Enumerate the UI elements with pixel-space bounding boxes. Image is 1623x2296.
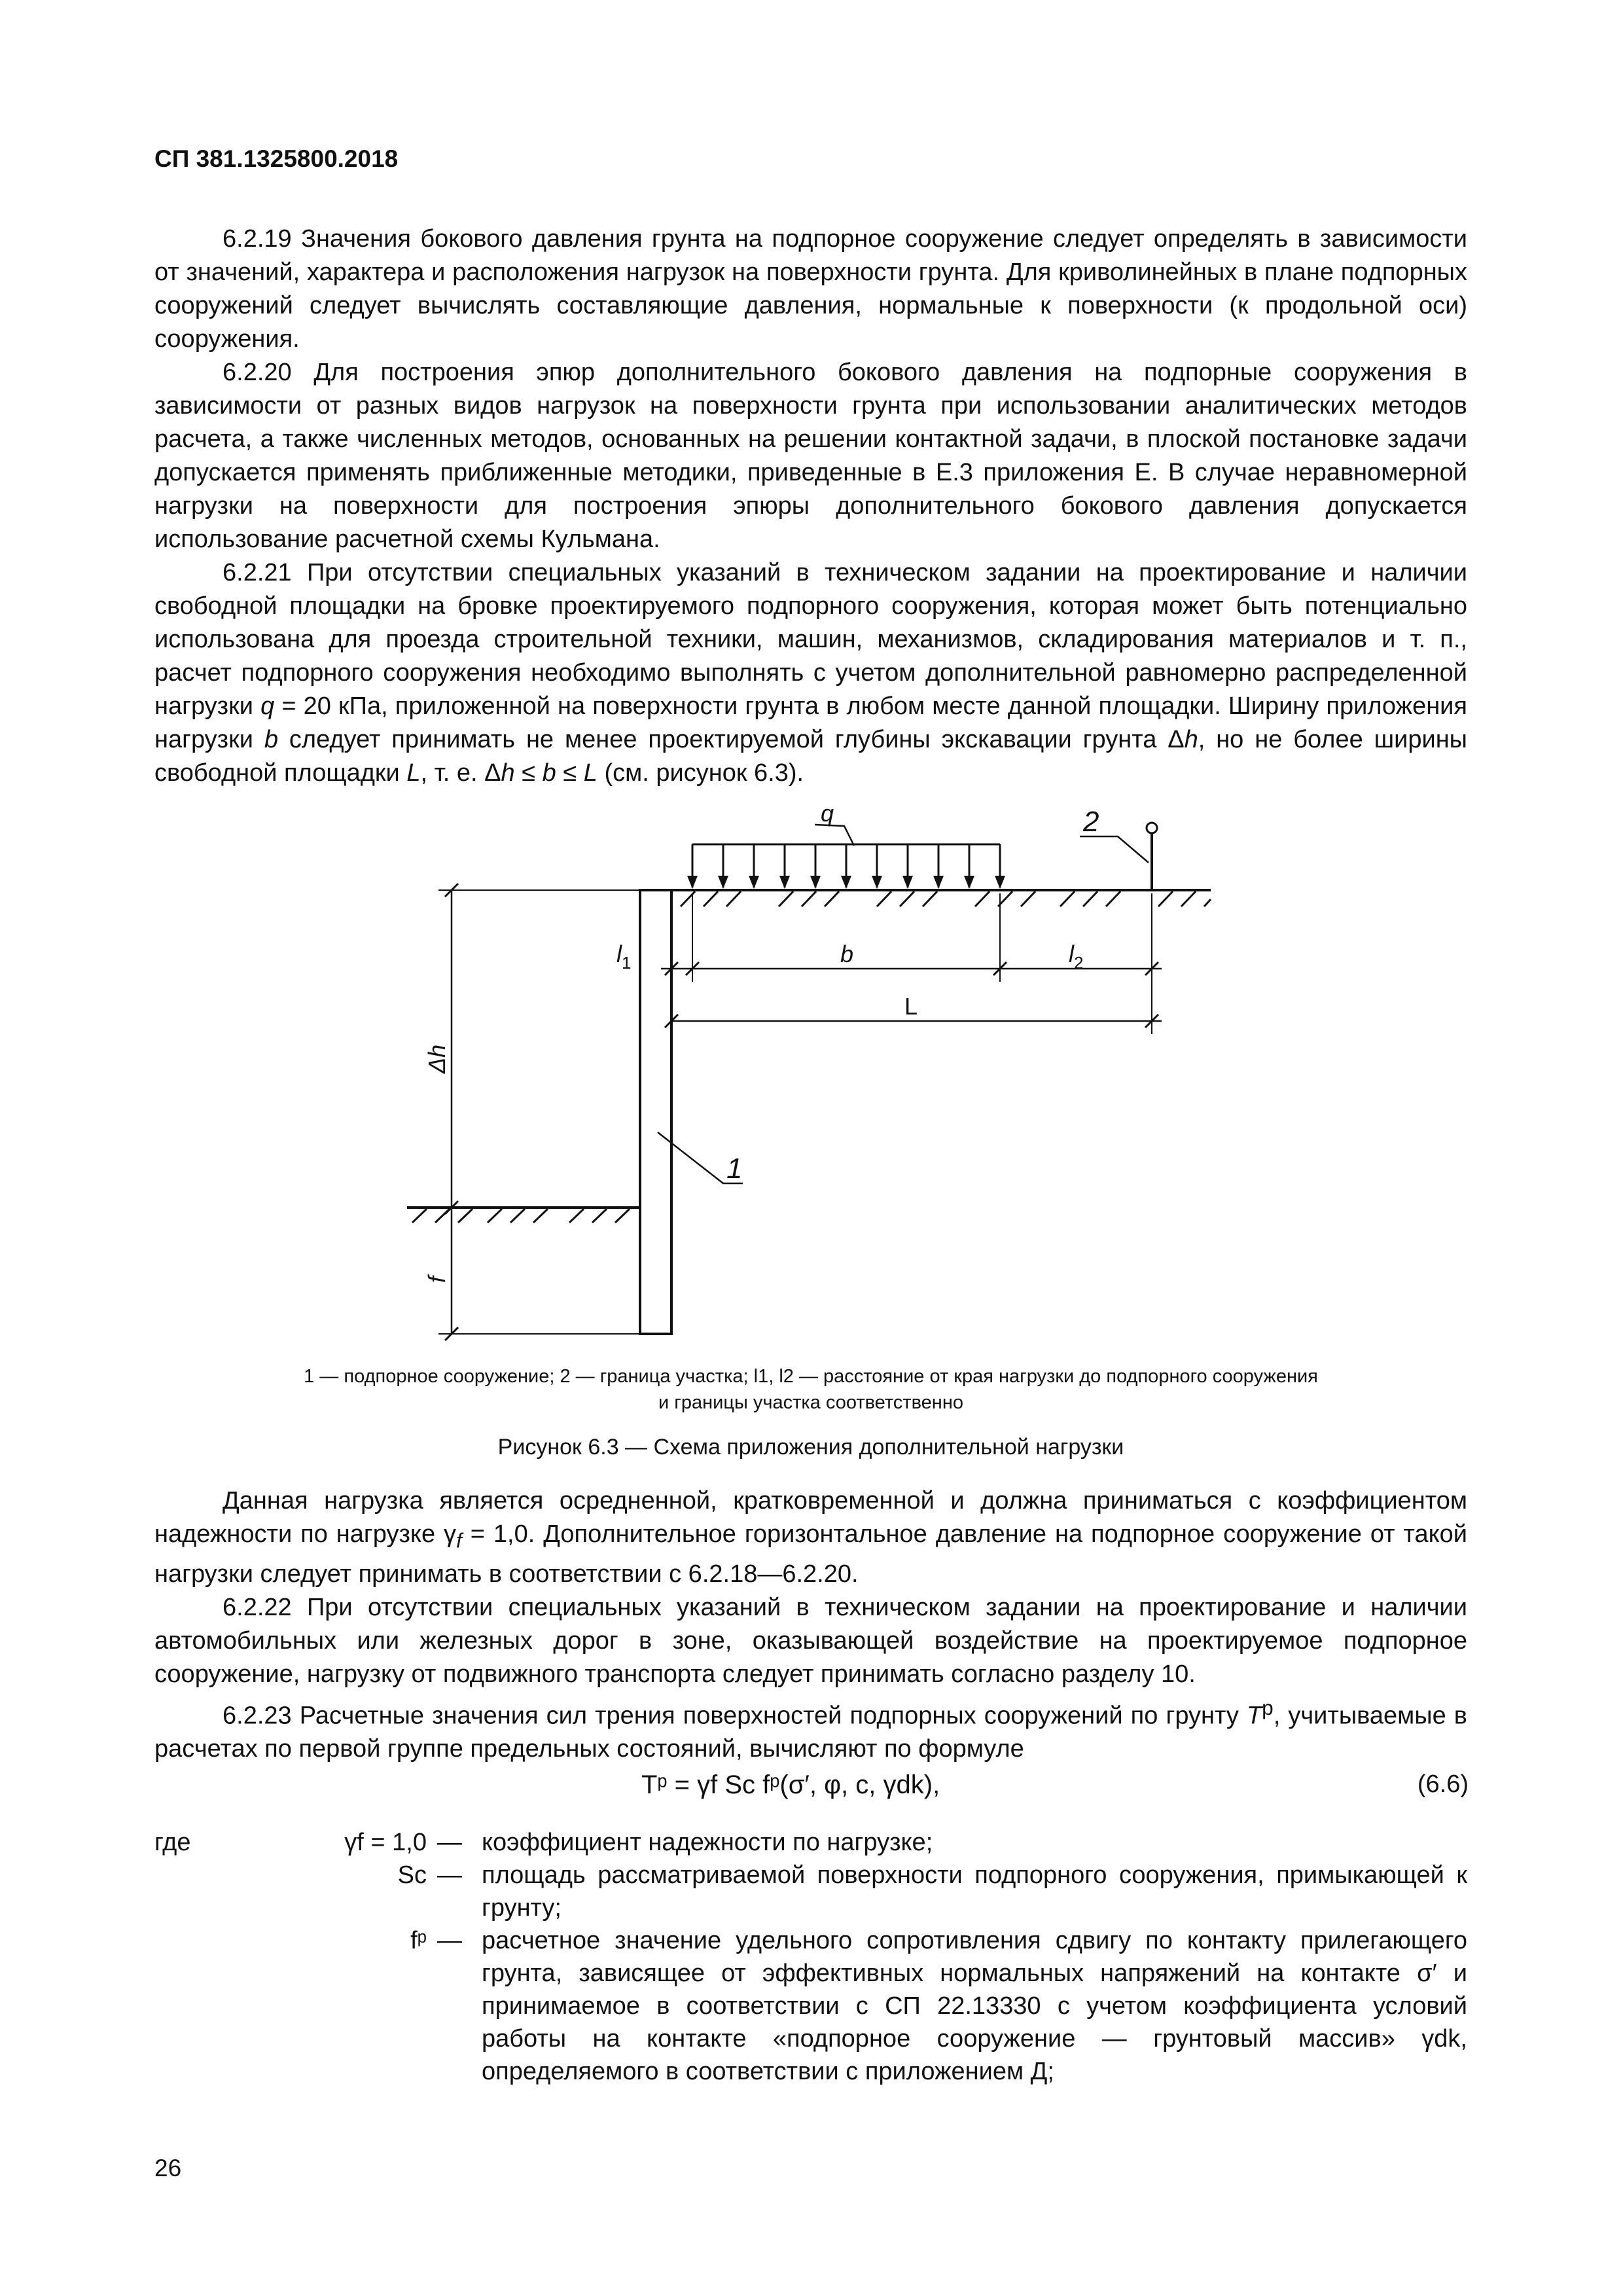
formula-6-6: Tᵖ = γf Sc fᵖ(σ′, φ, c, γdk),: [641, 1770, 940, 1799]
where-dash: —: [437, 1861, 462, 1889]
where-symbol: fᵖ: [410, 1927, 427, 1954]
retaining-wall: [640, 890, 671, 1334]
q-leader-line: [815, 825, 854, 846]
figure-title: Рисунок 6.3 — Схема приложения дополнительной нагрузки: [497, 1435, 1124, 1460]
figure-caption-line-1: 1 — подпорное сооружение; 2 — граница участка; l1, l2 — расстояние от края нагрузки до подпорного сооружения: [304, 1366, 1318, 1387]
load-arrowheads: [687, 876, 1005, 889]
where-item: [154, 1859, 1467, 1924]
where-text: площадь рассматриваемой поверхности подпорного сооружения, примыкающей к грунту;: [482, 1861, 1467, 1922]
paragraph-6-2-19: 6.2.19 Значения бокового давления грунта на подпорное сооружение следует определять в зависимости от значений, характера и расположения нагрузок на поверхности грунта. Для криволинейных в плане подпорных сооружений следует вычислять составляющие давления, нормальные к поверхности (к продольной оси) сооружения.: [154, 225, 1467, 353]
document-code: СП 381.1325800.2018: [154, 145, 399, 172]
label-l2: $l_2$: [1069, 941, 1084, 973]
figure-caption-line-2: и границы участка соответственно: [658, 1392, 963, 1413]
where-symbol: γf = 1,0: [344, 1829, 427, 1856]
where-lead: где: [154, 1829, 191, 1856]
formula-number: (6.6): [1417, 1770, 1469, 1798]
site-boundary-marker: [1147, 823, 1157, 833]
label-1: 1: [726, 1153, 743, 1185]
text-block-bottom: [154, 1484, 1467, 1766]
paragraph-6-2-20: 6.2.20 Для построения эпюр дополнительного бокового давления на подпорные сооружения в зависимости от разных видов нагрузок на поверхности грунта при использовании аналитических методов расчета, а также численных методов, основанных на решении контактной задачи, в плоской постановке задачи допускается применять приближенные методики, приведенные в Е.3 приложения Е. В случае неравномерной нагрузки на поверхности для построения эпюры дополнительного бокового давления допускается использование расчетной схемы Кульмана.: [154, 359, 1467, 553]
label-l1: $l_1$: [616, 941, 632, 973]
page-number: 26: [154, 2155, 182, 2181]
where-list: [154, 1826, 1467, 2088]
paragraph-6-2-22: 6.2.22 При отсутствии специальных указаний в техническом задании на проектирование и наличии автомобильных или железных дорог в зоне, оказывающей воздействие на проектируемое подпорное сооружение, нагрузку от подвижного транспорта следует принимать согласно разделу 10.: [154, 1593, 1467, 1688]
where-item: [154, 1826, 1467, 1859]
label-dh: Δh: [423, 1044, 450, 1073]
label-q: q: [821, 800, 834, 827]
paragraph-6-2-23: 6.2.23 Расчетные значения сил трения поверхностей подпорных сооружений по грунту $T^p$, учитываемые в расчетах по первой группе предельных состояний, вычисляют по формуле: [154, 1695, 1467, 1763]
label-2-leader: [1080, 836, 1149, 863]
label-b: b: [840, 941, 854, 967]
paragraph-load-note: Данная нагрузка является осредненной, кратковременной и должна приниматься с коэффициентом надежности по нагрузке $\gamma_f = 1,0$. Дополнительное горизонтальное давление на подпорное сооружение от такой нагрузки следует принимать в соответствии с 6.2.18—6.2.20.: [154, 1487, 1467, 1588]
where-dash: —: [437, 1829, 462, 1856]
where-text: коэффициент надежности по нагрузке;: [482, 1829, 933, 1856]
ground-hatching-bottom: [412, 1209, 630, 1223]
paragraph-6-2-21: 6.2.21 При отсутствии специальных указаний в техническом задании на проектирование и наличии свободной площадки на бровке проектируемого подпорного сооружения, которая может быть потенциально использована для проезда строительной техники, машин, механизмов, складирования материалов и т. п., расчет подпорного сооружения необходимо выполнять с учетом дополнительной равномерно распределенной нагрузки q = 20 кПа, приложенной на поверхности грунта в любом месте данной площадки. Ширину приложения нагрузки b следует принимать не менее проектируемой глубины экскавации грунта Δh, но не более ширины свободной площадки L, т. е. Δh ≤ b ≤ L (см. рисунок 6.3).: [154, 559, 1467, 787]
label-f: f: [423, 1276, 450, 1283]
where-item: [154, 1924, 1467, 2088]
where-dash: —: [437, 1927, 462, 1954]
where-symbol: Sc: [397, 1861, 427, 1889]
label-2: 2: [1083, 806, 1099, 838]
where-text: расчетное значение удельного сопротивления сдвигу по контакту прилегающего грунта, зависящее от эффективных нормальных напряжений на контакте σ′ и принимаемое в соответствии с СП 22.13330 с учетом коэффициента условий работы на контакте «подпорное сооружение — грунтовый массив» γdk, определяемого в соответствии с приложением Д;: [482, 1927, 1467, 2085]
label-L: L: [904, 993, 918, 1020]
ground-hatching-top: [681, 891, 1211, 906]
